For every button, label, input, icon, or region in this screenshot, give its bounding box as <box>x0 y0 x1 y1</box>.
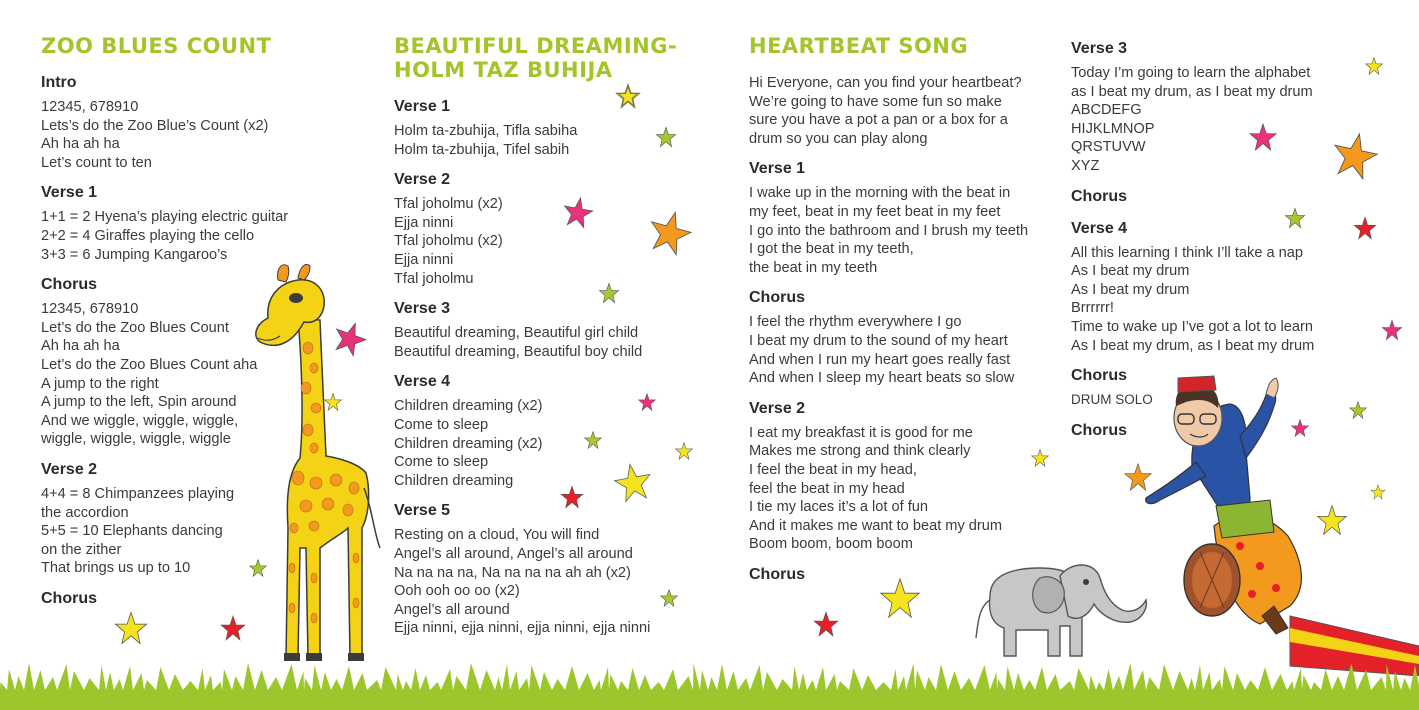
lyric-line: Resting on a cloud, You will find <box>394 527 600 544</box>
lyric-line: And it makes me want to beat my drum <box>749 517 1003 534</box>
section-heading: Verse 2 <box>394 171 451 189</box>
lyric-line: Ejja ninni <box>394 251 454 268</box>
lyric-line: I feel the rhythm everywhere I go <box>749 314 962 331</box>
star-icon <box>612 461 654 503</box>
lyric-line: Ejja ninni, ejja ninni, ejja ninni, ejja ninni <box>394 620 651 637</box>
intro-line: Hi Everyone, can you find your heartbeat? <box>749 75 1022 91</box>
section-heading: Verse 1 <box>41 184 98 202</box>
lyric-line: 4+4 = 8 Chimpanzees playing <box>41 485 235 502</box>
lyric-line: Let’s do the Zoo Blues Count <box>41 319 229 336</box>
lyric-line: I beat my drum to the sound of my heart <box>749 332 1008 349</box>
lyric-line: Beautiful dreaming, Beautiful girl child <box>394 325 639 342</box>
star-icon <box>676 443 693 460</box>
lyric-line: Makes me strong and think clearly <box>749 443 971 460</box>
lyric-line: Holm ta-zbuhija, Tifel sabih <box>394 141 570 158</box>
section-heading: Verse 3 <box>394 300 451 318</box>
star-icon <box>1250 124 1276 150</box>
lyric-line: I wake up in the morning with the beat in <box>749 185 1011 202</box>
star-icon <box>561 195 594 228</box>
lyric-line: Holm ta-zbuhija, Tifla sabiha <box>394 123 578 139</box>
star-icon <box>1354 217 1376 239</box>
section-heading: Verse 4 <box>394 373 451 391</box>
lyric-line: As I beat my drum <box>1071 281 1190 298</box>
lyric-line: the accordion <box>41 504 129 521</box>
section-heading: Verse 5 <box>394 502 451 520</box>
star-icon <box>656 127 675 146</box>
lyric-line: Ah ha ah ha <box>41 338 120 355</box>
lyric-line: XYZ <box>1071 157 1100 174</box>
star-icon <box>639 394 656 411</box>
star-icon <box>1032 450 1049 467</box>
lyric-line: Come to sleep <box>394 454 489 471</box>
lyric-line: 1+1 = 2 Hyena’s playing electric guitar <box>41 209 289 226</box>
lyric-line: As I beat my drum, as I beat my drum <box>1071 337 1315 354</box>
intro-line: We’re going to have some fun so make <box>749 93 1002 110</box>
section-heading: Chorus <box>1071 367 1127 385</box>
lyric-line: Let’s do the Zoo Blues Count aha <box>41 356 258 373</box>
section-heading: Chorus <box>41 276 97 294</box>
section-heading: Verse 2 <box>749 399 806 417</box>
intro-line: drum so you can play along <box>749 130 928 147</box>
intro-line: sure you have a pot a pan or a box for a <box>749 112 1008 129</box>
section-heading: Chorus <box>41 589 97 607</box>
section-heading: Chorus <box>749 565 805 583</box>
lyric-line: Children dreaming (x2) <box>394 398 543 415</box>
section-heading: Verse 2 <box>41 460 98 478</box>
section-heading: Verse 3 <box>1071 40 1128 57</box>
lyric-line: I got the beat in my teeth, <box>749 241 914 258</box>
section-heading: Intro <box>41 74 77 91</box>
lyric-line: A jump to the left, Spin around <box>41 394 237 411</box>
star-icon <box>585 432 602 449</box>
star-icon <box>1366 58 1383 75</box>
lyric-line: Time to wake up I’ve got a lot to learn <box>1071 318 1314 335</box>
giraffe-illustration <box>248 258 388 678</box>
star-icon <box>618 86 637 105</box>
lyric-line: ABCDEFG <box>1071 102 1142 119</box>
lyric-line: Angel’s all around, Angel’s all around <box>394 545 633 562</box>
lyric-line: Angel’s all around <box>394 601 510 618</box>
lyric-line: my feet, beat in my feet beat in my feet <box>749 203 1001 220</box>
lyric-line: on the zither <box>41 541 122 558</box>
lyric-line: Tfal joholmu (x2) <box>394 233 503 250</box>
star-icon <box>115 612 146 643</box>
star-icon <box>1382 320 1401 339</box>
title-line: HOLM TAZ BUHIJA <box>394 58 613 82</box>
lyric-line: I go into the bathroom and I brush my teeth <box>749 222 1029 239</box>
lyric-line: Tfal joholmu <box>394 270 474 287</box>
star-icon <box>645 207 695 257</box>
title-line: BEAUTIFUL DREAMING- <box>394 34 678 58</box>
star-icon <box>221 616 245 640</box>
star-icon <box>661 590 678 607</box>
song-title: HEARTBEAT SONG <box>749 34 969 58</box>
lyric-line: 2+2 = 4 Giraffes playing the cello <box>41 227 255 244</box>
lyric-line: Children dreaming (x2) <box>394 435 543 452</box>
lyric-line: Ooh ooh oo oo (x2) <box>394 583 520 600</box>
lyric-line: 5+5 = 10 Elephants dancing <box>41 523 223 540</box>
section-heading: Verse 1 <box>749 160 806 178</box>
section-heading: Verse 4 <box>1071 219 1128 237</box>
lyric-line: Today I’m going to learn the alphabet <box>1071 65 1311 81</box>
lyric-line: As I beat my drum <box>1071 263 1190 280</box>
grass-border <box>0 640 1419 710</box>
lyric-line: And when I sleep my heart beats so slow <box>749 370 1015 387</box>
section-heading: Chorus <box>1071 187 1127 205</box>
lyric-line: I tie my laces it’s a lot of fun <box>749 499 928 516</box>
lyric-line: Beautiful dreaming, Beautiful boy child <box>394 343 643 360</box>
lyric-line: Children dreaming <box>394 472 514 489</box>
lyric-line: wiggle, wiggle, wiggle, wiggle <box>41 431 231 448</box>
star-icon <box>1285 208 1304 227</box>
star-icon <box>881 579 919 617</box>
lyric-line: And we wiggle, wiggle, wiggle, <box>41 412 239 429</box>
lyric-line: Na na na na, Na na na na ah ah (x2) <box>394 564 631 581</box>
section-heading: Chorus <box>1071 421 1127 439</box>
lyric-line: HIJKLMNOP <box>1071 120 1155 137</box>
lyric-line: Let’s count to ten <box>41 154 152 171</box>
lyric-line: All this learning I think I’ll take a nap <box>1071 244 1304 261</box>
star-icon <box>1329 129 1380 180</box>
star-icon <box>561 486 583 508</box>
lyric-line: And when I run my heart goes really fast <box>749 351 1011 368</box>
lyric-line: That brings us up to 10 <box>41 560 191 577</box>
lyric-line: feel the beat in my head <box>749 480 905 497</box>
lyric-line: QRSTUVW <box>1071 139 1146 156</box>
song-title: ZOO BLUES COUNT <box>41 34 272 58</box>
lyric-line: A jump to the right <box>41 375 159 392</box>
lyric-line: Ah ha ah ha <box>41 136 120 153</box>
star-icon <box>814 612 838 636</box>
section-heading: Verse 1 <box>394 98 451 115</box>
drummer-illustration <box>1140 366 1419 676</box>
lyric-line: Tfal joholmu (x2) <box>394 196 503 213</box>
lyric-line: DRUM SOLO <box>1071 392 1153 408</box>
lyric-line: Boom boom, boom boom <box>749 536 913 553</box>
lyric-line: 12345, 678910 <box>41 301 139 318</box>
lyric-line: Come to sleep <box>394 416 489 433</box>
lyric-line: Ejja ninni <box>394 214 454 231</box>
lyric-line: 12345, 678910 <box>41 99 139 115</box>
lyric-line: I eat my breakfast it is good for me <box>749 424 973 441</box>
lyric-line: Lets’s do the Zoo Blue’s Count (x2) <box>41 117 269 134</box>
lyric-line: as I beat my drum, as I beat my drum <box>1071 83 1313 100</box>
section-heading: Chorus <box>749 289 805 307</box>
lyric-line: 3+3 = 6 Jumping Kangaroo’s <box>41 246 228 263</box>
star-icon <box>599 283 618 302</box>
lyric-line: Brrrrrr! <box>1071 300 1114 317</box>
lyric-line: the beat in my teeth <box>749 259 878 276</box>
lyric-line: I feel the beat in my head, <box>749 461 917 478</box>
